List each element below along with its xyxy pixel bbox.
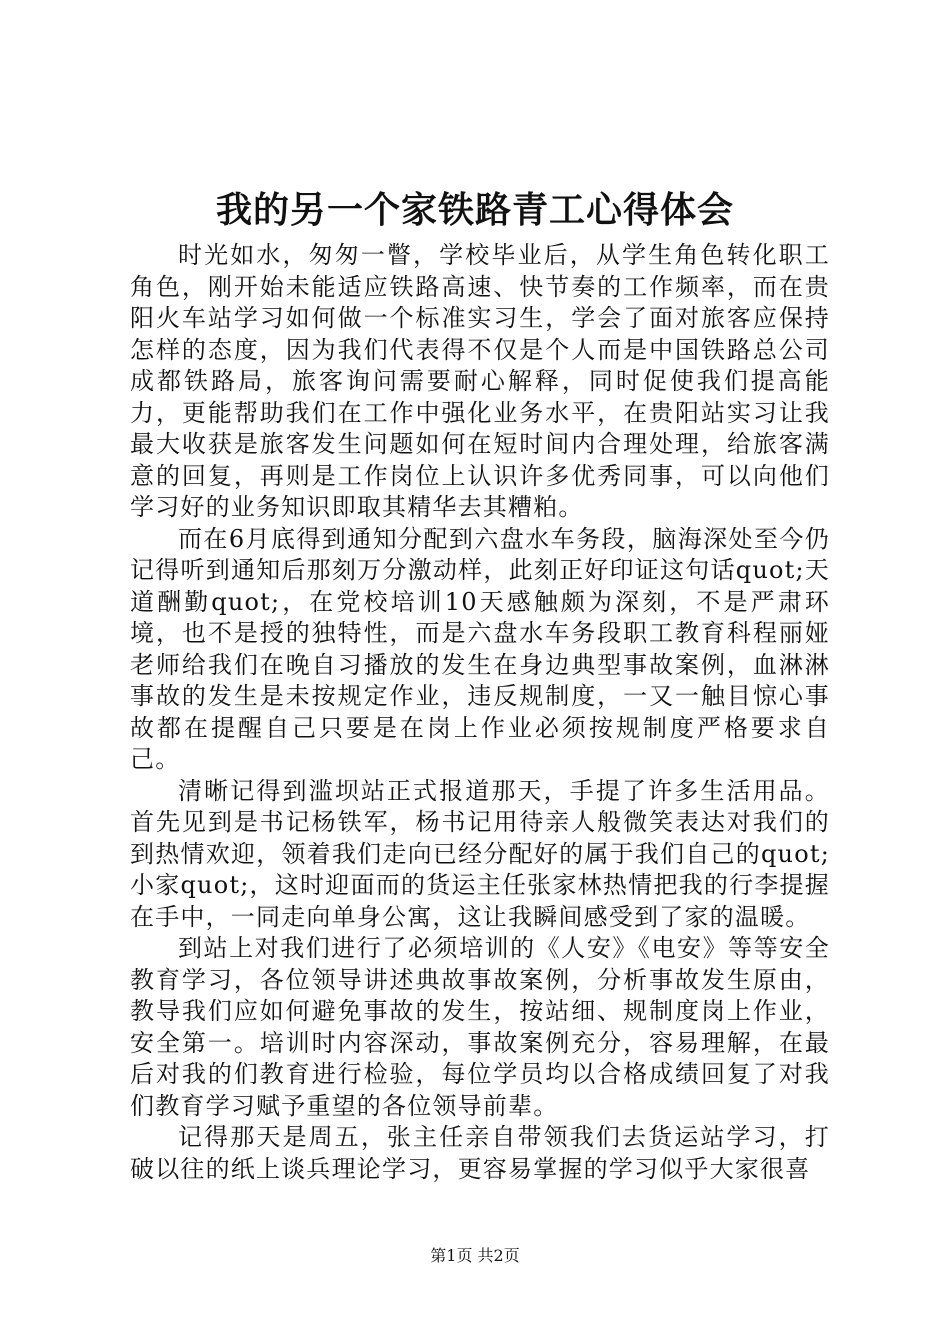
- paragraph-1: 时光如水，匆匆一瞥，学校毕业后，从学生角色转化职工角色，刚开始未能适应铁路高速、快节奏的工作频率，而在贵阳火车站学习如何做一个标准实习生，学会了面对旅客应保持怎样的态度，因为我们代表得不仅是个人而是中国铁路总公司成都铁路局，旅客询问需要耐心解释，同时促使我们提高能力，更能帮助我们在工作中强化业务水平，在贵阳站实习让我最大收获是旅客发生问题如何在短时间内合理处理，给旅客满意的回复，再则是工作岗位上认识许多优秀同事，可以向他们学习好的业务知识即取其精华去其糟粕。: [130, 241, 830, 521]
- paragraph-4: 到站上对我们进行了必须培训的《人安》《电安》等等安全教育学习，各位领导讲述典故事故案例，分析事故发生原由，教导我们应如何避免事故的发生，按站细、规制度岗上作业，安全第一。培训时内容深动，事故案例充分，容易理解，在最后对我的们教育进行检验，每位学员均以合格成绩回复了对我们教育学习赋予重望的各位领导前辈。: [130, 934, 830, 1120]
- page-footer: 第1页 共2页: [430, 1246, 520, 1265]
- paragraph-3: 清晰记得到滥坝站正式报道那天，手提了许多生活用品。首先见到是书记杨铁军，杨书记用待亲人般微笑表达对我们的到热情欢迎，领着我们走向已经分配好的属于我们自己的quot;小家quot;，这时迎面而的货运主任张家林热情把我的行李提握在手中，一同走向单身公寓，这让我瞬间感受到了家的温暖。: [130, 776, 830, 931]
- paragraph-5: 记得那天是周五，张主任亲自带领我们去货运站学习，打破以往的纸上谈兵理论学习，更容易掌握的学习似乎大家很喜: [130, 1123, 830, 1183]
- paragraph-2: 而在6月底得到通知分配到六盘水车务段，脑海深处至今仍记得听到通知后那刻万分激动样，此刻正好印证这句话quot;天道酬勤quot;，在党校培训10天感触颇为深刻，不是严肃环境，也不是授的独特性，而是六盘水车务段职工教育科程丽娅老师给我们在晚自习播放的发生在身边典型事故案例，血淋淋事故的发生是未按规定作业，违反规制度，一又一触目惊心事故都在提醒自己只要是在岗上作业必须按规制度严格要求自己。: [130, 524, 830, 773]
- document-body: [130, 240, 830, 1185]
- document-title: 我的另一个家铁路青工心得体会: [215, 189, 734, 231]
